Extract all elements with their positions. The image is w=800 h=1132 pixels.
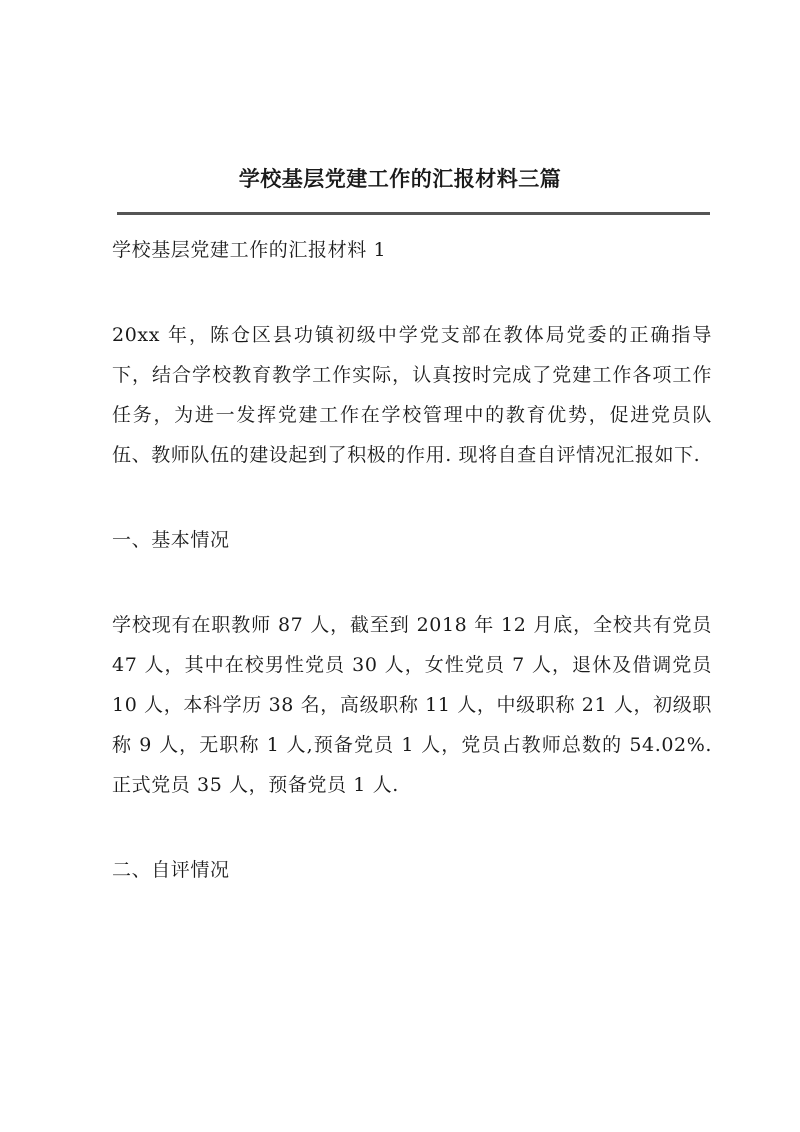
document-subtitle: 学校基层党建工作的汇报材料 1 — [112, 239, 387, 261]
intro-paragraph: 20xx 年，陈仓区县功镇初级中学党支部在教体局党委的正确指导下，结合学校教育教学工作实际，认真按时完成了党建工作各项工作任务，为进一发挥党建工作在学校管理中的教育优势，促进党员队伍、教师队伍的建设起到了积极的作用. 现将自查自评情况汇报如下. — [112, 324, 712, 466]
section-heading-self-evaluation: 二、自评情况 — [112, 859, 230, 881]
title-divider — [117, 212, 710, 215]
section-heading-basic: 一、基本情况 — [112, 529, 230, 551]
basic-situation-paragraph: 学校现有在职教师 87 人，截至到 2018 年 12 月底，全校共有党员 47 人，其中在校男性党员 30 人，女性党员 7 人，退休及借调党员 10 人，本科学历 38 名，高级职称 11 人，中级职称 21 人，初级职称 9 人，无职称 1 人,预备党员 1 人，党员占教师总数的 54.02%. 正式党员 35 人，预备党员 1 人. — [112, 614, 712, 796]
document-title: 学校基层党建工作的汇报材料三篇 — [238, 166, 562, 191]
document-body — [112, 230, 712, 890]
